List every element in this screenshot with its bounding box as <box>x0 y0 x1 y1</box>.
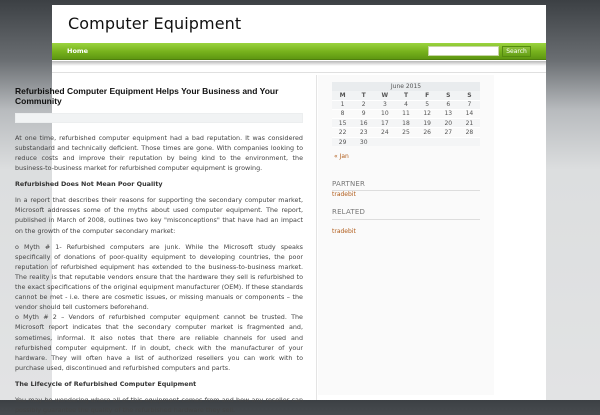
calendar-day: 6 <box>438 100 459 109</box>
site-title[interactable]: Computer Equipment <box>68 14 242 33</box>
calendar-day-header: S <box>438 91 459 100</box>
post-subheading: Refurbished Does Not Mean Poor Quality <box>15 180 163 189</box>
header-divider <box>52 72 546 73</box>
calendar-day: 13 <box>438 109 459 118</box>
calendar-day: 5 <box>417 100 438 109</box>
calendar-day-header: F <box>417 91 438 100</box>
partner-link[interactable]: tradebit <box>332 191 356 198</box>
calendar-day <box>438 137 459 146</box>
calendar-day: 7 <box>459 100 480 109</box>
calendar-day: 29 <box>332 137 353 146</box>
calendar-week <box>332 137 480 146</box>
calendar-day: 27 <box>438 128 459 137</box>
calendar-day: 10 <box>374 109 395 118</box>
calendar-day: 15 <box>332 119 353 128</box>
calendar-week <box>332 109 480 118</box>
search-button[interactable]: Search <box>502 46 531 57</box>
calendar-day: 3 <box>374 100 395 109</box>
calendar-day: 11 <box>395 109 416 118</box>
calendar-day <box>395 137 416 146</box>
related-widget-title: RELATED <box>332 208 366 216</box>
post-paragraph: o Myth # 1- Refurbished computers are junk. While the Microsoft study speaks specifically of donations of poor-quality equipment to developing countries, the poor reputation of refurbished equipment has extended to the business-to-business market. The reality is that reputable vendors ensure that the hardware they sell is refurbished to the exact specifications of the original equipment manufacturer (OEM). If these standards cannot be met - i.e. there are cosmetic issues, or missing manuals or components – the vendor should tell customers beforehand. <box>15 242 303 312</box>
calendar-day-header: W <box>374 91 395 100</box>
nav-shadow <box>52 61 546 66</box>
calendar-week <box>332 100 480 109</box>
calendar-day: 23 <box>353 128 374 137</box>
search-input[interactable] <box>428 46 499 56</box>
calendar-prev-link[interactable]: « Jan <box>334 153 349 160</box>
calendar-caption: June 2015 <box>332 82 480 91</box>
calendar-week <box>332 128 480 137</box>
calendar-day: 1 <box>332 100 353 109</box>
calendar-day: 19 <box>417 119 438 128</box>
calendar-day: 12 <box>417 109 438 118</box>
calendar-header-row <box>332 91 480 100</box>
calendar-week <box>332 119 480 128</box>
partner-widget-title: PARTNER <box>332 180 366 188</box>
calendar-day: 18 <box>395 119 416 128</box>
calendar-day: 20 <box>438 119 459 128</box>
calendar-day: 2 <box>353 100 374 109</box>
calendar-day: 8 <box>332 109 353 118</box>
calendar-day: 25 <box>395 128 416 137</box>
calendar-day: 30 <box>353 137 374 146</box>
calendar-day-header: T <box>353 91 374 100</box>
related-link[interactable]: tradebit <box>332 228 356 235</box>
nav-bar <box>52 43 546 60</box>
post-paragraph: o Myth # 2 – Vendors of refurbished computer equipment cannot be trusted. The Microsoft report indicates that the secondary computer market is fragmented and, sometimes, informal. It also notes that there are reliable channels for used and refurbished computer equipment. If in doubt, check with the manufacturer of your hardware. They will often have a list of authorized resellers you can work with to purchase used, discontinued and refurbished computers and parts. <box>15 313 303 372</box>
calendar-day-header: T <box>395 91 416 100</box>
calendar <box>332 82 480 146</box>
post-paragraph: In a report that describes their reasons for supporting the secondary computer market, Microsoft addresses some of the myths about used computer equipment. The report, published in March of 2008, outlines two key "misconceptions" that have had an impact on the growth of the computer secondary market: <box>15 196 303 235</box>
calendar-day: 14 <box>459 109 480 118</box>
calendar-day: 21 <box>459 119 480 128</box>
calendar-day <box>459 137 480 146</box>
calendar-day-header: S <box>459 91 480 100</box>
calendar-day: 17 <box>374 119 395 128</box>
post-title[interactable]: Refurbished Computer Equipment Helps Your Business and Your Community <box>15 86 279 107</box>
post-paragraph: At one time, refurbished computer equipment had a bad reputation. It was considered substandard and technically deficient. Those times are gone. With companies looking to reduce costs and improve their reputation by being kind to the environment, the business-to-business market for refurbished computer equipment is growing. <box>15 133 303 173</box>
nav-home-link[interactable]: Home <box>67 47 89 55</box>
calendar-day: 16 <box>353 119 374 128</box>
calendar-day: 22 <box>332 128 353 137</box>
calendar-day: 26 <box>417 128 438 137</box>
widget-divider <box>332 219 480 220</box>
calendar-day <box>374 137 395 146</box>
calendar-day: 9 <box>353 109 374 118</box>
calendar-day <box>417 137 438 146</box>
calendar-day: 4 <box>395 100 416 109</box>
post-paragraph: You may be wondering where all of this equipment comes from and how any reseller can possibly guarantee the quality of the refurbished hardware they sell. <box>15 395 303 415</box>
calendar-day: 24 <box>374 128 395 137</box>
calendar-day-header: M <box>332 91 353 100</box>
post-subheading: The Lifecycle of Refurbished Computer Equipment <box>15 379 197 388</box>
post <box>15 86 303 415</box>
post-meta-bar <box>15 113 303 123</box>
calendar-day: 28 <box>459 128 480 137</box>
column-divider <box>316 75 317 400</box>
